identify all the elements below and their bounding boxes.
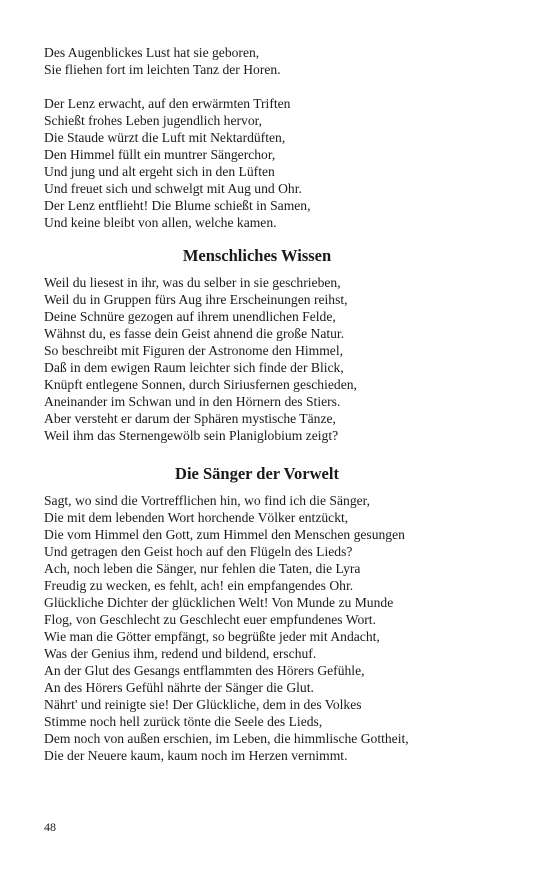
verse-line: Knüpft entlegene Sonnen, durch Siriusfernen geschieden, — [44, 377, 357, 392]
verse-line: Die der Neuere kaum, kaum noch im Herzen vernimmt. — [44, 748, 348, 763]
verse-line: Sagt, wo sind die Vortrefflichen hin, wo find ich die Sänger, — [44, 493, 371, 508]
verse-line: Schießt frohes Leben jugendlich hervor, — [44, 113, 263, 128]
verse-line: An der Glut des Gesangs entflammten des Hörers Gefühle, — [44, 663, 365, 678]
verse-line: Glückliche Dichter der glücklichen Welt! Von Munde zu Munde — [44, 595, 394, 610]
verse-line: An des Hörers Gefühl nährte der Sänger die Glut. — [44, 680, 314, 695]
stanza — [44, 95, 514, 231]
verse-line: Der Lenz entflieht! Die Blume schießt in Samen, — [44, 198, 311, 213]
verse-line: Und getragen den Geist hoch auf den Flügeln des Lieds? — [44, 544, 353, 559]
verse-line: Deine Schnüre gezogen auf ihrem unendlichen Felde, — [44, 309, 336, 324]
verse-line: Stimme noch hell zurück tönte die Seele des Lieds, — [44, 714, 323, 729]
verse-line: So beschreibt mit Figuren der Astronome den Himmel, — [44, 343, 344, 358]
verse-line: Nährt' und reinigte sie! Der Glückliche, dem in des Volkes — [44, 697, 362, 712]
verse-line: Weil ihm das Sternengewölb sein Planiglobium zeigt? — [44, 428, 339, 443]
verse-line: Weil du in Gruppen fürs Aug ihre Erscheinungen reihst, — [44, 292, 348, 307]
poem-menschliches-wissen — [44, 274, 514, 444]
verse-line: Ach, noch leben die Sänger, nur fehlen die Taten, die Lyra — [44, 561, 361, 576]
verse-line: Freudig zu wecken, es fehlt, ach! ein empfangendes Ohr. — [44, 578, 354, 593]
stanza — [44, 44, 514, 78]
verse-line: Die vom Himmel den Gott, zum Himmel den Menschen gesungen — [44, 527, 405, 542]
verse-line: Aneinander im Schwan und in den Hörnern des Stiers. — [44, 394, 341, 409]
verse-line: Aber versteht er darum der Sphären mystische Tänze, — [44, 411, 336, 426]
poem-saenger-der-vorwelt — [44, 492, 514, 764]
verse-line: Flog, von Geschlecht zu Geschlecht euer empfundenes Wort. — [44, 612, 376, 627]
verse-line: Und keine bleibt von allen, welche kamen. — [44, 215, 277, 230]
poem-title: Menschliches Wissen — [182, 246, 332, 265]
verse-line: Den Himmel füllt ein muntrer Sängerchor, — [44, 147, 276, 162]
verse-line: Wie man die Götter empfängt, so begrüßte jeder mit Andacht, — [44, 629, 380, 644]
page-number: 48 — [44, 820, 56, 834]
verse-line: Und jung und alt ergeht sich in den Lüften — [44, 164, 275, 179]
page-body — [44, 44, 514, 764]
verse-line: Wähnst du, es fasse dein Geist ahnend die große Natur. — [44, 326, 345, 341]
verse-line: Die mit dem lebenden Wort horchende Völker entzückt, — [44, 510, 349, 525]
poem-title: Die Sänger der Vorwelt — [175, 464, 339, 483]
verse-line: Dem noch von außen erschien, im Leben, die himmlische Gottheit, — [44, 731, 409, 746]
verse-line: Und freuet sich und schwelgt mit Aug und Ohr. — [44, 181, 302, 196]
verse-line: Des Augenblickes Lust hat sie geboren, — [44, 45, 260, 60]
verse-line: Sie fliehen fort im leichten Tanz der Horen. — [44, 62, 281, 77]
verse-line: Weil du liesest in ihr, was du selber in sie geschrieben, — [44, 275, 341, 290]
verse-line: Die Staude würzt die Luft mit Nektardüften, — [44, 130, 286, 145]
verse-line: Was der Genius ihm, redend und bildend, erschuf. — [44, 646, 317, 661]
verse-line: Daß in dem ewigen Raum leichter sich finde der Blick, — [44, 360, 344, 375]
verse-line: Der Lenz erwacht, auf den erwärmten Triften — [44, 96, 291, 111]
